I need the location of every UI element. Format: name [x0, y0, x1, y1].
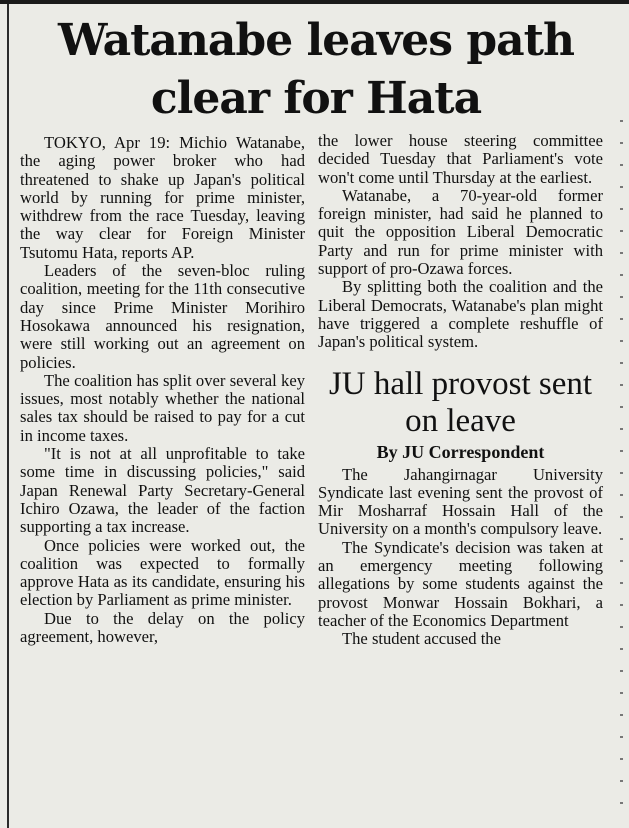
body-paragraph: Once policies were worked out, the coalition was expected to formally approve Hata as its candidate, ensuring his election by Parliament as prime minister. [20, 535, 305, 610]
byline: By JU Correspondent [376, 441, 545, 462]
top-rule [0, 0, 629, 4]
body-paragraph: Watanabe, a 70-year-old former foreign minister, had said he planned to quit the opposition Liberal Democratic Party and run for prime minister with support of pro-Ozawa forces. [318, 185, 603, 279]
article-right-column [318, 132, 603, 649]
article-headline: Watanabe leaves path clear for Hata [58, 15, 574, 124]
body-paragraph: The coalition has split over several key issues, most notably whether the national sales tax should be raised to pay for a cut in income taxes. [20, 370, 305, 445]
left-column-rule [7, 4, 9, 828]
body-paragraph: Due to the delay on the policy agreement, however, [20, 608, 305, 647]
body-paragraph: The Jahangirnagar University Syndicate last evening sent the provost of Mir Mosharraf Hossain Hall of the University on a month's compulsory leave. [318, 464, 603, 539]
body-paragraph: The Syndicate's decision was taken at an emergency meeting following allegations by some students against the provost Monwar Hossain Bokhari, a teacher of the Economics Department [318, 537, 603, 630]
second-article-headline: JU hall provost sent on leave [328, 365, 593, 439]
article-left-column [20, 134, 305, 646]
body-paragraph: "It is not at all unprofitable to take some time in discussing policies," said Japan Renewal Party Secretary-General Ichiro Ozawa, the leader of the faction supporting a tax increase. [20, 444, 305, 537]
body-paragraph: Leaders of the seven-bloc ruling coalition, meeting for the 11th consecutive day since Prime Minister Morihiro Hosokawa announced his resignation, were still working out an agreement on policies. [20, 261, 305, 372]
right-margin-dots [620, 120, 623, 820]
body-paragraph: By splitting both the coalition and the Liberal Democrats, Watanabe's plan might have triggered a complete reshuffle of Japan's political system. [318, 277, 603, 352]
body-paragraph: TOKYO, Apr 19: Michio Watanabe, the aging power broker who had threatened to shake up Japan's political world by running for prime minister, withdrew from the race Tuesday, leaving the way clear for Foreign Minister Tsutomu Hata, reports AP. [20, 133, 305, 262]
body-paragraph: the lower house steering committee decided Tuesday that Parliament's vote won't come until Thursday at the earliest. [318, 131, 603, 187]
body-paragraph: The student accused the [342, 629, 501, 649]
